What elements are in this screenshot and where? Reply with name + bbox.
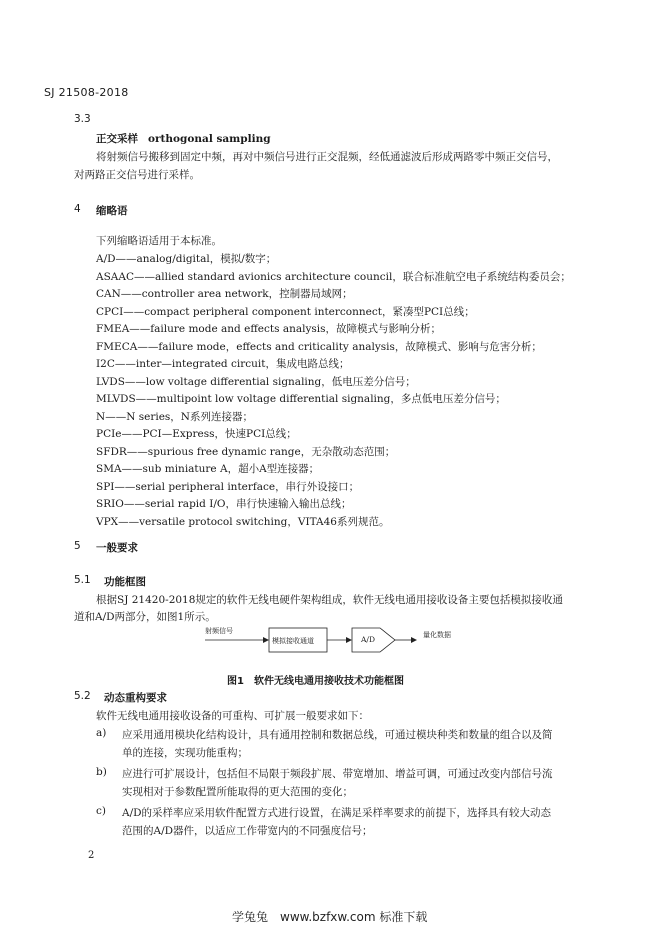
list-item: MLVDS——multipoint low voltage differential signaling，多点低电压差分信号； bbox=[96, 393, 506, 405]
section-5-1-para-line-1: 根据SJ 21420-2018规定的软件无线电硬件架构组成，软件无线电通用接收设备主要包括模拟接收通 bbox=[96, 594, 563, 606]
ad-label: A/D bbox=[361, 635, 375, 644]
input-arrowhead bbox=[263, 637, 269, 643]
list-item: SPI——serial peripheral interface，串行外设接口； bbox=[96, 480, 360, 493]
section-3-3-number: 3.3 bbox=[74, 113, 91, 125]
section-4-title: 缩略语 bbox=[96, 205, 128, 217]
item-marker-b: b) bbox=[96, 766, 107, 778]
standard-code: SJ 21508-2018 bbox=[44, 86, 129, 99]
list-item: A/D——analog/digital，模拟/数字； bbox=[96, 253, 277, 265]
list-item: I2C——inter—integrated circuit，集成电路总线； bbox=[96, 358, 350, 370]
list-item: PCIe——PCI—Express，快速PCI总线； bbox=[96, 428, 297, 440]
item-a-line-2: 单的连接，实现功能重构； bbox=[122, 747, 248, 759]
list-item: FMECA——failure mode，effects and criticality analysis，故障模式、影响与危害分析； bbox=[96, 340, 542, 353]
input-label: 射频信号 bbox=[205, 627, 233, 635]
middle-arrowhead bbox=[346, 637, 352, 643]
section-5-1-para-line-2: 道和A/D两部分，如图1所示。 bbox=[74, 611, 216, 623]
output-arrowhead bbox=[411, 637, 417, 643]
section-5-2-number: 5.2 bbox=[74, 690, 91, 702]
list-item: SFDR——spurious free dynamic range，无杂散动态范围； bbox=[96, 445, 396, 458]
section-5-title: 一般要求 bbox=[96, 542, 138, 554]
list-item: VPX——versatile protocol switching，VITA46系列规范。 bbox=[96, 515, 390, 528]
item-c-line-2: 范围的A/D器件，以适应工作带宽内的不同强度信号； bbox=[122, 825, 373, 837]
list-item: FMEA——failure mode and effects analysis，故障模式与影响分析； bbox=[96, 323, 442, 335]
item-b-line-1: 应进行可扩展设计，包括但不局限于频段扩展、带宽增加、增益可调，可通过改变内部信号流 bbox=[122, 768, 553, 780]
analog-channel-label: 模拟接收通道 bbox=[272, 637, 314, 645]
term-heading bbox=[96, 131, 271, 146]
item-b-line-2: 实现相对于参数配置所能取得的更大范围的变化； bbox=[122, 786, 353, 798]
section-4-number: 4 bbox=[74, 203, 81, 215]
list-item: SRIO——serial rapid I/O，串行快速输入输出总线； bbox=[96, 498, 352, 510]
list-item: SMA——sub miniature A，超小A型连接器； bbox=[96, 463, 320, 475]
list-item: LVDS——low voltage differential signaling，低电压差分信号； bbox=[96, 375, 416, 388]
list-item: CAN——controller area network，控制器局域网； bbox=[96, 288, 353, 300]
item-marker-a: a) bbox=[96, 727, 107, 739]
item-marker-c: c) bbox=[96, 805, 106, 817]
watermark: 学兔兔 www.bzfxw.com 标准下载 bbox=[232, 910, 428, 924]
abbr-intro: 下列缩略语适用于本标准。 bbox=[96, 235, 222, 247]
term-en: orthogonal sampling bbox=[148, 133, 271, 145]
page-number: 2 bbox=[88, 850, 95, 861]
term-zh: 正交采样 bbox=[96, 133, 138, 145]
item-c-line-1: A/D的采样率应采用软件配置方式进行设置，在满足采样率要求的前提下，选择具有较大动态 bbox=[122, 807, 552, 819]
section-5-1-number: 5.1 bbox=[74, 574, 91, 586]
list-item: N——N series，N系列连接器； bbox=[96, 410, 253, 423]
output-label: 量化数据 bbox=[423, 631, 451, 639]
section-5-2-title: 动态重构要求 bbox=[104, 692, 167, 704]
list-item: ASAAC——allied standard avionics architecture council，联合标准航空电子系统结构委员会； bbox=[96, 270, 571, 283]
block-diagram bbox=[205, 620, 485, 660]
section-5-1-title: 功能框图 bbox=[104, 576, 146, 588]
item-a-line-1: 应采用通用模块化结构设计，具有通用控制和数据总线，可通过模块种类和数量的组合以及简 bbox=[122, 729, 553, 741]
block-diagram-svg bbox=[205, 620, 485, 660]
section-5-number: 5 bbox=[74, 540, 81, 552]
section-5-2-intro: 软件无线电通用接收设备的可重构、可扩展一般要求如下： bbox=[96, 710, 369, 722]
definition-line-2: 对两路正交信号进行采样。 bbox=[74, 169, 200, 181]
definition-line-1: 将射频信号搬移到固定中频，再对中频信号进行正交混频，经低通滤波后形成两路零中频正交信号， bbox=[96, 151, 558, 163]
list-item: CPCI——compact peripheral component interconnect，紧凑型PCI总线； bbox=[96, 305, 475, 318]
figure-caption: 图1 软件无线电通用接收技术功能框图 bbox=[227, 676, 404, 687]
